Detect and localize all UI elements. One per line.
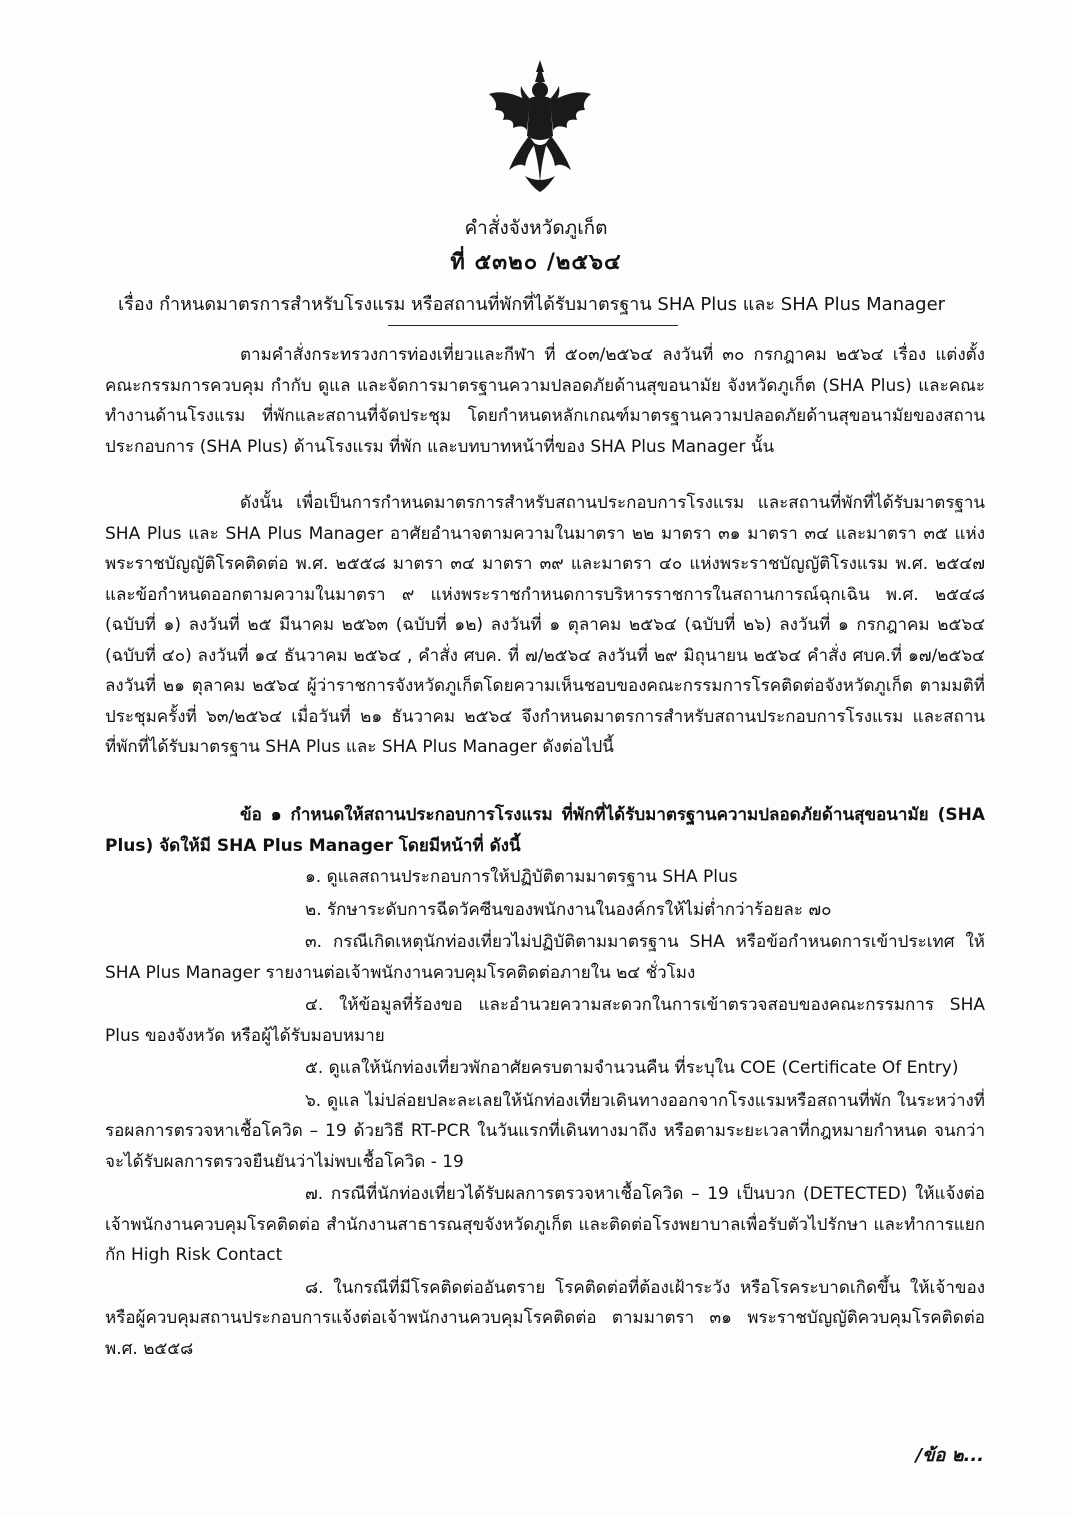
list-item: ๔. ให้ข้อมูลที่ร้องขอ และอำนวยความสะดวกในการเข้าตรวจสอบของคณะกรรมการ SHA Plus ของจังหวัด หรือผู้ได้รับมอบหมาย (105, 995, 985, 1046)
garuda-emblem-icon (485, 58, 595, 198)
list-item: ๕. ดูแลให้นักท่องเที่ยวพักอาศัยครบตามจำนวนคืน ที่ระบุใน COE (Certificate Of Entry) (305, 1058, 959, 1078)
list-item: ๑. ดูแลสถานประกอบการให้ปฏิบัติตามมาตรฐาน SHA Plus (305, 867, 738, 887)
document-title: คำสั่งจังหวัดภูเก็ต (464, 217, 608, 239)
paragraph-authority: ดังนั้น เพื่อเป็นการกำหนดมาตรการสำหรับสถานประกอบการโรงแรม และสถานที่พักที่ได้รับมาตรฐาน SHA Plus และ SHA Plus Manager อาศัยอำนาจตามความในมาตรา ๒๒ มาตรา ๓๑ มาตรา ๓๔ และมาตรา ๓๕ แห่งพระราชบัญญัติโรคติดต่อ พ.ศ. ๒๕๕๘ มาตรา ๓๔ มาตรา ๓๙ และมาตรา ๔๐ แห่งพระราชบัญญัติโรงแรม พ.ศ. ๒๕๔๗ และข้อกำหนดออกตามความในมาตรา ๙ แห่งพระราชกำหนดการบริหารราชการในสถานการณ์ฉุกเฉิน พ.ศ. ๒๕๔๘ (ฉบับที่ ๑) ลงวันที่ ๒๕ มีนาคม ๒๕๖๓ (ฉบับที่ ๑๒) ลงวันที่ ๑ ตุลาคม ๒๕๖๔ (ฉบับที่ ๒๖) ลงวันที่ ๑ กรกฎาคม ๒๕๖๔ (ฉบับที่ ๔๐) ลงวันที่ ๑๔ ธันวาคม ๒๕๖๔ , คำสั่ง ศบค. ที่ ๗/๒๕๖๔ ลงวันที่ ๒๙ มิถุนายน ๒๕๖๔ คำสั่ง ศบค.ที่ ๑๗/๒๕๖๔ ลงวันที่ ๒๑ ตุลาคม ๒๕๖๔ ผู้ว่าราชการจังหวัดภูเก็ตโดยความเห็นชอบของคณะกรรมการโรคติดต่อจังหวัดภูเก็ต ตามมติที่ประชุมครั้งที่ ๖๓/๒๕๖๔ เมื่อวันที่ ๒๑ ธันวาคม ๒๕๖๔ จึงกำหนดมาตรการสำหรับสถานประกอบการโรงแรม และสถานที่พักที่ได้รับมาตรฐาน SHA Plus และ SHA Plus Manager ดังต่อไปนี้ (105, 493, 985, 757)
list-item: ๖. ดูแล ไม่ปล่อยปละละเลยให้นักท่องเที่ยวเดินทางออกจากโรงแรมหรือสถานที่พัก ในระหว่างที่รอผลการตรวจหาเชื้อโควิด – 19 ด้วยวิธี RT-PCR ในวันแรกที่เดินทางมาถึง หรือตามระยะเวลาที่กฎหมายกำหนด จนกว่าจะได้รับผลการตรวจยืนยันว่าไม่พบเชื้อโควิด - 19 (105, 1090, 985, 1172)
list-item: ๘. ในกรณีที่มีโรคติดต่ออันตราย โรคติดต่อที่ต้องเฝ้าระวัง หรือโรคระบาดเกิดขึ้น ให้เจ้าของ หรือผู้ควบคุมสถานประกอบการแจ้งต่อเจ้าพนักงานควบคุมโรคติดต่อ ตามมาตรา ๓๑ พระราชบัญญัติควบคุมโรคติดต่อ พ.ศ. ๒๕๕๘ (105, 1277, 985, 1359)
order-number: ที่ ๕๓๒๐ /๒๕๖๔ (450, 250, 622, 275)
clause-1-duties-list (105, 862, 985, 1366)
list-item: ๓. กรณีเกิดเหตุนักท่องเที่ยวไม่ปฏิบัติตามมาตรฐาน SHA หรือข้อกำหนดการเข้าประเทศ ให้ SHA Plus Manager รายงานต่อเจ้าพนักงานควบคุมโรคติดต่อภายใน ๒๔ ชั่วโมง (105, 932, 985, 983)
subject-line: เรื่อง กำหนดมาตรการสำหรับโรงแรม หรือสถานที่พักที่ได้รับมาตรฐาน SHA Plus และ SHA Plus Manager (118, 294, 946, 315)
clause-1-heading: ข้อ ๑ กำหนดให้สถานประกอบการโรงแรม ที่พักที่ได้รับมาตรฐานความปลอดภัยด้านสุขอนามัย (SHA Plus) จัดให้มี SHA Plus Manager โดยมีหน้าที่ ดังนี้ (105, 805, 985, 856)
list-item: ๗. กรณีที่นักท่องเที่ยวได้รับผลการตรวจหาเชื้อโควิด – 19 เป็นบวก (DETECTED) ให้แจ้งต่อเจ้าพนักงานควบคุมโรคติดต่อ สำนักงานสาธารณสุขจังหวัดภูเก็ต และติดต่อโรงพยาบาลเพื่อรับตัวไปรักษา และทำการแยกกัก High Risk Contact (105, 1184, 985, 1265)
paragraph-reference: ตามคำสั่งกระทรวงการท่องเที่ยวและกีฬา ที่ ๕๐๓/๒๕๖๔ ลงวันที่ ๓๐ กรกฎาคม ๒๕๖๔ เรื่อง แต่งตั้งคณะกรรมการควบคุม กำกับ ดูแล และจัดการมาตรฐานความปลอดภัยด้านสุขอนามัย จังหวัดภูเก็ต (SHA Plus) และคณะทำงานด้านโรงแรม ที่พักและสถานที่จัดประชุม โดยกำหนดหลักเกณฑ์มาตรฐานความปลอดภัยด้านสุขอนามัยของสถานประกอบการ (SHA Plus) ด้านโรงแรม ที่พัก และบทบาทหน้าที่ของ SHA Plus Manager นั้น (105, 345, 985, 457)
divider (388, 325, 678, 326)
list-item: ๒. รักษาระดับการฉีดวัคซีนของพนักงานในองค์กรให้ไม่ต่ำกว่าร้อยละ ๗๐ (305, 899, 832, 920)
page-continuation: /ข้อ ๒... (915, 1445, 984, 1466)
